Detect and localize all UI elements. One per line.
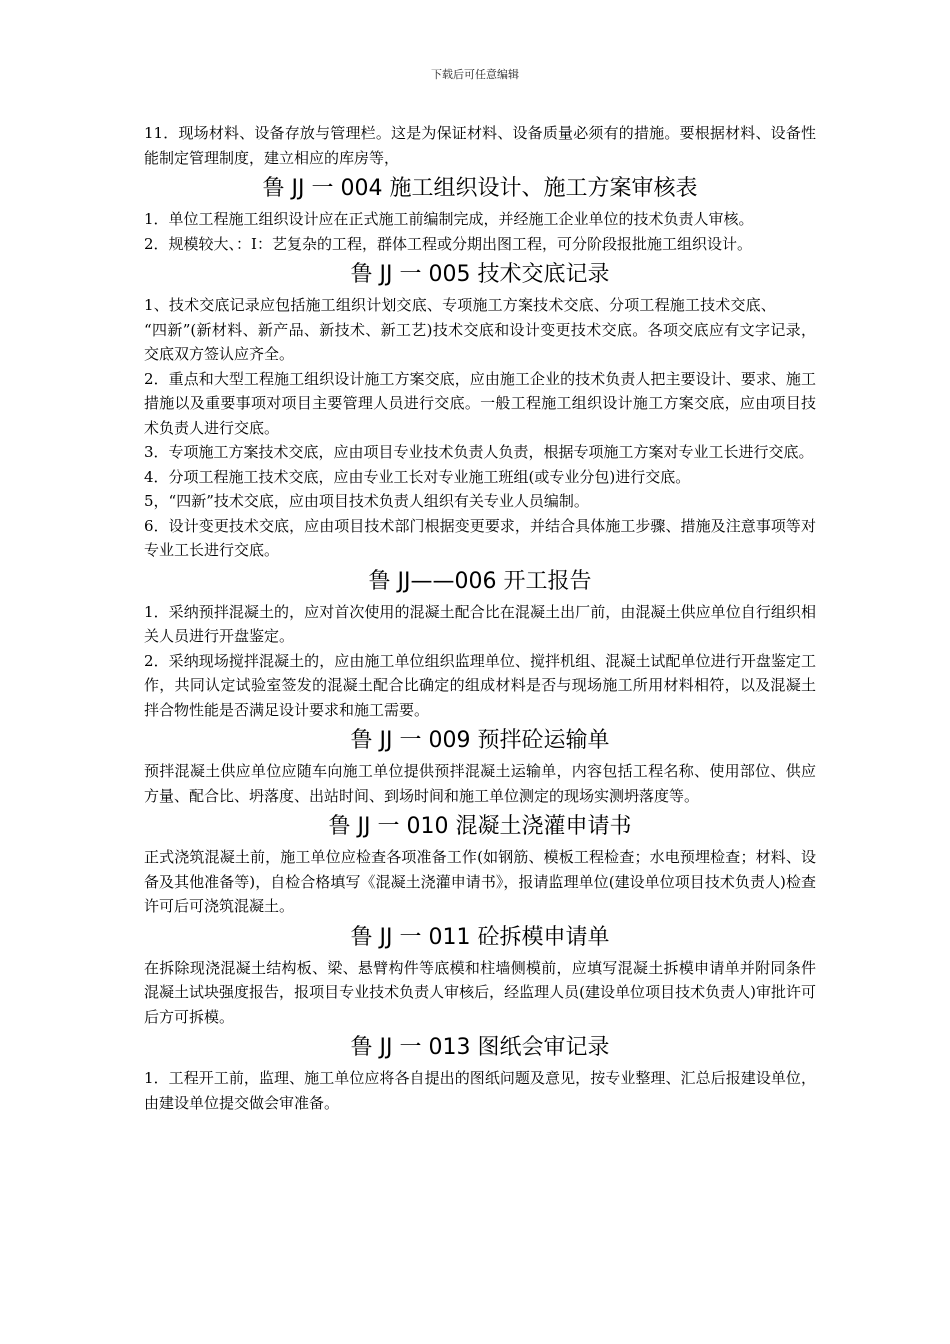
section-heading: 鲁 JJ 一 009 预拌砼运输单	[350, 728, 610, 753]
section-heading: 鲁 JJ 一 011 砼拆模申请单	[350, 924, 610, 950]
paragraph: 在拆除现浇混凝土结构板、梁、悬臂构件等底模和柱墙侧模前，应填写混凝土拆模申请单并附同条件混凝土试块强度报告，报项目专业技术负责人审核后，经监理人员(建设单位项目技术负责人)审批许可后方可拆模。	[144, 958, 816, 1026]
paragraph-text: “四新”(新材料、新产品、新技术、新工艺)技术交底和设计变更技术交底。各项交底应有文字记录，交底双方签认应齐全。	[144, 320, 816, 363]
paragraph: 预拌混凝土供应单位应随车向施工单位提供预拌混凝土运输单，内容包括工程名称、使用部位、供应方量、配合比、坍落度、出站时间、到场时间和施工单位测定的现场实测坍落度等。	[144, 762, 816, 805]
section-heading: 鲁 JJ 一 013 图纸会审记录	[350, 1035, 610, 1060]
paragraph: 6．设计变更技术交底，应由项目技术部门根据变更要求，并结合具体施工步骤、措施及注意事项等对专业工长进行交底。	[144, 516, 816, 559]
paragraph: 11．现场材料、设备存放与管理栏。这是为保证材料、设备质量必须有的措施。要根据材料、设备性能制定管理制度，建立相应的库房等，	[144, 124, 816, 167]
paragraph: 2．采纳现场搅拌混凝土的，应由施工单位组织监理单位、搅拌机组、混凝土试配单位进行开盘鉴定工作，共同认定试验室签发的混凝土配合比确定的组成材料是否与现场施工所用材料相符，以及混凝土拌合物性能是否满足设计要求和施工需要。	[144, 651, 816, 719]
paragraph: 正式浇筑混凝土前，施工单位应检查各项准备工作(如钢筋、模板工程检查；水电预埋检查；材料、设备及其他准备等)，自检合格填写《混凝土浇灌申请书》，报请监理单位(建设单位项目技术负责人)检查许可后可浇筑混凝土。	[144, 848, 816, 915]
paragraph: 5，“四新”技术交底，应由项目技术负责人组织有关专业人员编制。	[144, 492, 589, 510]
section-heading: 鲁 JJ 一 005 技术交底记录	[350, 262, 610, 287]
section-heading: 鲁 JJ 一 004 施工组织设计、施工方案审核表	[262, 176, 698, 201]
paragraph: 1．工程开工前，监理、施工单位应将各自提出的图纸问题及意见，按专业整理、汇总后报建设单位，由建设单位提交做会审准备。	[144, 1069, 816, 1112]
section-heading: 鲁 JJ——006 开工报告	[368, 568, 592, 594]
paragraph: 2．规模较大、：I：艺复杂的工程，群体工程或分期出图工程，可分阶段报批施工组织设计。	[144, 234, 752, 253]
page-header-note: 下载后可任意编辑	[431, 68, 519, 81]
paragraph: 4．分项工程施工技术交底，应由专业工长对专业施工班组(或专业分包)进行交底。	[144, 467, 691, 486]
paragraph-text: 1、技术交底记录应包括施工组织计划交底、专项施工方案技术交底、分项工程施工技术交底、	[144, 296, 776, 314]
paragraph: 3．专项施工方案技术交底，应由项目专业技术负责人负责，根据专项施工方案对专业工长进行交底。	[144, 443, 814, 461]
paragraph: 1．单位工程施工组织设计应在正式施工前编制完成，并经施工企业单位的技术负责人审核。	[144, 210, 754, 228]
section-heading: 鲁 JJ 一 010 混凝土浇灌申请书	[328, 814, 632, 839]
paragraph: 1．采纳预拌混凝土的，应对首次使用的混凝土配合比在混凝土出厂前，由混凝土供应单位自行组织相关人员进行开盘鉴定。	[144, 602, 816, 645]
document-body	[144, 121, 816, 1115]
paragraph: 2．重点和大型工程施工组织设计施工方案交底，应由施工企业的技术负责人把主要设计、要求、施工措施以及重要事项对项目主要管理人员进行交底。一般工程施工组织设计施工方案交底，应由项目技术负责人进行交底。	[144, 369, 816, 437]
paragraph	[144, 293, 816, 367]
